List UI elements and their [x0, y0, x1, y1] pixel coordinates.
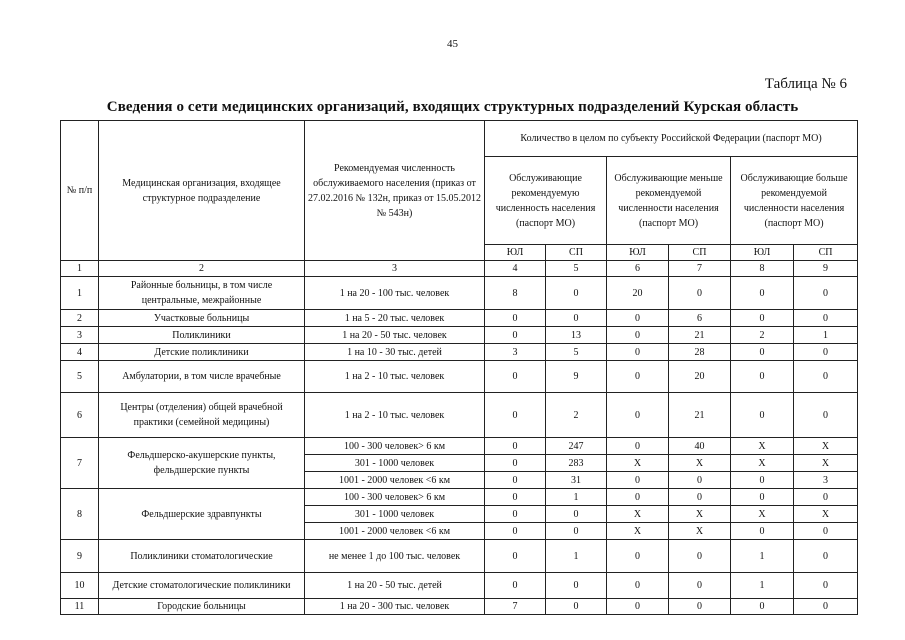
count-value: 0	[731, 344, 794, 361]
count-value: 3	[794, 472, 858, 489]
organization-name: Городские больницы	[99, 599, 305, 615]
count-value: X	[669, 506, 731, 523]
row-number: 2	[61, 310, 99, 327]
organization-name: Поликлиники	[99, 327, 305, 344]
count-value: 0	[485, 506, 546, 523]
table-row	[61, 540, 858, 573]
column-number: 2	[99, 261, 305, 277]
row-number: 10	[61, 573, 99, 599]
table-row	[61, 277, 858, 310]
count-value: 0	[546, 310, 607, 327]
row-number: 7	[61, 438, 99, 489]
count-value: 0	[794, 599, 858, 615]
organization-name: Центры (отделения) общей врачебной практики (семейной медицины)	[99, 393, 305, 438]
row-number: 5	[61, 361, 99, 393]
header-total: Количество в целом по субъекту Российской Федерации (паспорт МО)	[485, 121, 858, 157]
count-value: 0	[607, 599, 669, 615]
count-value: 0	[794, 393, 858, 438]
count-value: X	[794, 438, 858, 455]
table-label: Таблица № 6	[764, 76, 847, 92]
count-value: X	[607, 523, 669, 540]
count-value: 0	[731, 393, 794, 438]
count-value: 0	[669, 277, 731, 310]
count-value: 0	[794, 277, 858, 310]
recommended-population: 301 - 1000 человек	[305, 455, 485, 472]
row-number: 3	[61, 327, 99, 344]
count-value: 0	[794, 310, 858, 327]
organization-name: Поликлиники стоматологические	[99, 540, 305, 573]
count-value: 0	[607, 540, 669, 573]
count-value: X	[794, 506, 858, 523]
row-number: 6	[61, 393, 99, 438]
count-value: 0	[607, 489, 669, 506]
count-value: 0	[731, 523, 794, 540]
count-value: 1	[794, 327, 858, 344]
count-value: 0	[731, 277, 794, 310]
count-value: 0	[607, 310, 669, 327]
header-group-less: Обслуживающие меньше рекомендуемой численности населения (паспорт МО)	[607, 157, 731, 245]
table-row	[61, 489, 858, 506]
header-yul: ЮЛ	[731, 245, 794, 261]
count-value: 1	[731, 540, 794, 573]
count-value: 0	[607, 438, 669, 455]
count-value: 0	[485, 573, 546, 599]
recommended-population: 1001 - 2000 человек <6 км	[305, 472, 485, 489]
count-value: 20	[669, 361, 731, 393]
count-value: 0	[485, 523, 546, 540]
count-value: 0	[794, 540, 858, 573]
count-value: 0	[485, 327, 546, 344]
organization-name: Фельдшерские здравпункты	[99, 489, 305, 540]
header-group-more: Обслуживающие больше рекомендуемой численности населения (паспорт МО)	[731, 157, 858, 245]
header-yul: ЮЛ	[485, 245, 546, 261]
count-value: 13	[546, 327, 607, 344]
count-value: 0	[546, 599, 607, 615]
count-value: 7	[485, 599, 546, 615]
table-row	[61, 599, 858, 615]
header-yul: ЮЛ	[607, 245, 669, 261]
count-value: 0	[485, 489, 546, 506]
count-value: 0	[485, 361, 546, 393]
column-number: 5	[546, 261, 607, 277]
count-value: 0	[607, 344, 669, 361]
count-value: X	[731, 455, 794, 472]
count-value: 0	[731, 599, 794, 615]
count-value: 0	[546, 506, 607, 523]
column-number: 1	[61, 261, 99, 277]
organization-name: Амбулатории, в том числе врачебные	[99, 361, 305, 393]
count-value: 0	[485, 455, 546, 472]
count-value: 0	[607, 472, 669, 489]
recommended-population: 1 на 2 - 10 тыс. человек	[305, 393, 485, 438]
count-value: X	[607, 506, 669, 523]
row-number: 8	[61, 489, 99, 540]
count-value: 9	[546, 361, 607, 393]
count-value: 247	[546, 438, 607, 455]
count-value: 0	[669, 489, 731, 506]
count-value: 21	[669, 327, 731, 344]
count-value: 0	[794, 361, 858, 393]
header-recommended: Рекомендуемая численность обслуживаемого населения (приказ от 27.02.2016 № 132н, приказ от 15.05.2012 № 543н)	[305, 121, 485, 261]
table-row	[61, 573, 858, 599]
count-value: 0	[794, 489, 858, 506]
count-value: 0	[669, 472, 731, 489]
recommended-population: не менее 1 до 100 тыс. человек	[305, 540, 485, 573]
table-row	[61, 310, 858, 327]
count-value: X	[607, 455, 669, 472]
count-value: 0	[485, 438, 546, 455]
count-value: 3	[485, 344, 546, 361]
count-value: X	[731, 438, 794, 455]
count-value: 0	[794, 523, 858, 540]
column-number: 4	[485, 261, 546, 277]
count-value: 1	[546, 540, 607, 573]
count-value: 20	[607, 277, 669, 310]
column-number-row	[61, 261, 858, 277]
header-num: № п/п	[61, 121, 99, 261]
column-number: 8	[731, 261, 794, 277]
count-value: 0	[731, 489, 794, 506]
table-row	[61, 344, 858, 361]
table-row	[61, 327, 858, 344]
row-number: 9	[61, 540, 99, 573]
header-group-recommended: Обслуживающие рекомендуемую численность населения (паспорт МО)	[485, 157, 607, 245]
row-number: 4	[61, 344, 99, 361]
count-value: 0	[546, 523, 607, 540]
count-value: X	[794, 455, 858, 472]
count-value: 0	[669, 540, 731, 573]
count-value: 283	[546, 455, 607, 472]
page-number: 45	[447, 38, 458, 50]
recommended-population: 1 на 2 - 10 тыс. человек	[305, 361, 485, 393]
header-organization: Медицинская организация, входящее структурное подразделение	[99, 121, 305, 261]
count-value: 0	[669, 573, 731, 599]
count-value: 0	[607, 327, 669, 344]
count-value: 0	[731, 472, 794, 489]
count-value: X	[731, 506, 794, 523]
organization-name: Детские поликлиники	[99, 344, 305, 361]
count-value: 0	[731, 361, 794, 393]
header-sp: СП	[794, 245, 858, 261]
organization-name: Районные больницы, в том числе центральные, межрайонные	[99, 277, 305, 310]
count-value: 0	[546, 573, 607, 599]
recommended-population: 100 - 300 человек> 6 км	[305, 438, 485, 455]
count-value: 1	[731, 573, 794, 599]
count-value: 28	[669, 344, 731, 361]
count-value: 40	[669, 438, 731, 455]
count-value: 31	[546, 472, 607, 489]
recommended-population: 1 на 20 - 300 тыс. человек	[305, 599, 485, 615]
organization-name: Детские стоматологические поликлиники	[99, 573, 305, 599]
recommended-population: 1 на 20 - 50 тыс. детей	[305, 573, 485, 599]
count-value: 0	[485, 393, 546, 438]
recommended-population: 100 - 300 человек> 6 км	[305, 489, 485, 506]
count-value: 8	[485, 277, 546, 310]
count-value: 0	[794, 344, 858, 361]
count-value: 2	[546, 393, 607, 438]
table-row	[61, 393, 858, 438]
organization-name: Участковые больницы	[99, 310, 305, 327]
row-number: 11	[61, 599, 99, 615]
count-value: X	[669, 455, 731, 472]
count-value: 0	[485, 472, 546, 489]
count-value: 0	[546, 277, 607, 310]
recommended-population: 1001 - 2000 человек <6 км	[305, 523, 485, 540]
count-value: 5	[546, 344, 607, 361]
recommended-population: 1 на 20 - 50 тыс. человек	[305, 327, 485, 344]
document-title: Сведения о сети медицинских организаций, входящих структурных подразделений Курская область	[106, 99, 799, 115]
organization-name: Фельдшерско-акушерские пункты, фельдшерские пункты	[99, 438, 305, 489]
table-row	[61, 361, 858, 393]
table-row	[61, 438, 858, 455]
count-value: 0	[607, 573, 669, 599]
count-value: 21	[669, 393, 731, 438]
recommended-population: 1 на 5 - 20 тыс. человек	[305, 310, 485, 327]
count-value: 2	[731, 327, 794, 344]
recommended-population: 301 - 1000 человек	[305, 506, 485, 523]
count-value: 0	[669, 599, 731, 615]
count-value: 0	[485, 310, 546, 327]
header-sp: СП	[669, 245, 731, 261]
row-number: 1	[61, 277, 99, 310]
count-value: X	[669, 523, 731, 540]
count-value: 0	[794, 573, 858, 599]
count-value: 0	[731, 310, 794, 327]
header-sp: СП	[546, 245, 607, 261]
medical-organizations-table	[60, 120, 858, 615]
count-value: 1	[546, 489, 607, 506]
recommended-population: 1 на 10 - 30 тыс. детей	[305, 344, 485, 361]
count-value: 6	[669, 310, 731, 327]
count-value: 0	[485, 540, 546, 573]
column-number: 6	[607, 261, 669, 277]
column-number: 3	[305, 261, 485, 277]
column-number: 7	[669, 261, 731, 277]
count-value: 0	[607, 393, 669, 438]
column-number: 9	[794, 261, 858, 277]
count-value: 0	[607, 361, 669, 393]
recommended-population: 1 на 20 - 100 тыс. человек	[305, 277, 485, 310]
